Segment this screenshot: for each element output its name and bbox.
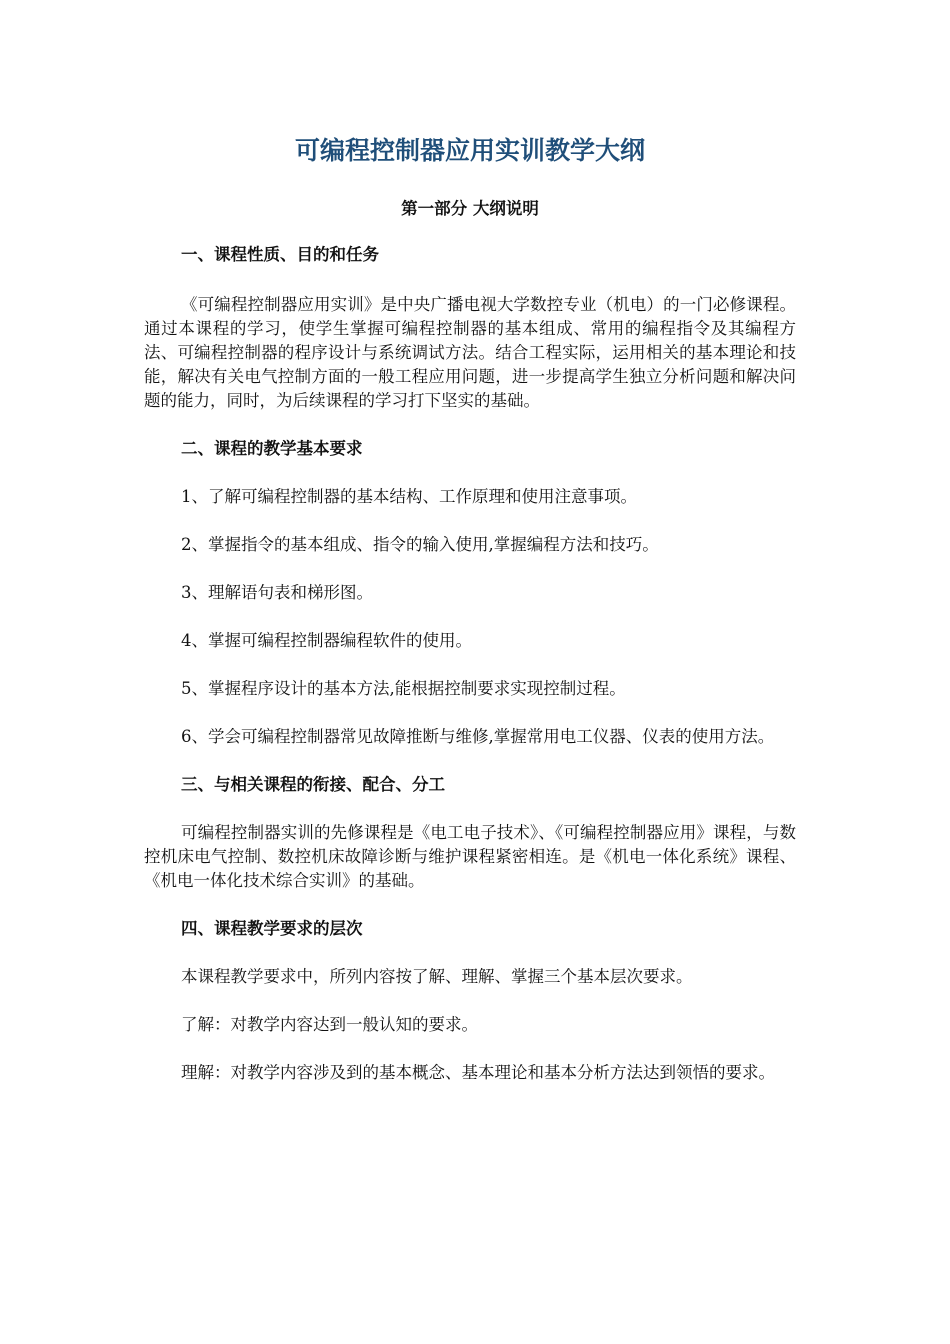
section-1-paragraph: 《可编程控制器应用实训》是中央广播电视大学数控专业（机电）的一门必修课程。通过本课程的学习，使学生掌握可编程控制器的基本组成、常用的编程指令及其编程方法、可编程控制器的程序设计与系统调试方法。结合工程实际，运用相关的基本理论和技能，解决有关电气控制方面的一般工程应用问题，进一步提高学生独立分析问题和解决问题的能力，同时，为后续课程的学习打下坚实的基础。 bbox=[144, 295, 796, 410]
section-heading-1: 一、课程性质、目的和任务 bbox=[181, 245, 379, 264]
requirement-item-3: 3、理解语句表和梯形图。 bbox=[181, 583, 373, 602]
section-heading-3: 三、与相关课程的衔接、配合、分工 bbox=[181, 775, 445, 794]
requirement-item-5: 5、掌握程序设计的基本方法,能根据控制要求实现控制过程。 bbox=[181, 679, 626, 698]
requirement-item-2: 2、掌握指令的基本组成、指令的输入使用,掌握编程方法和技巧。 bbox=[181, 535, 659, 554]
requirement-item-1: 1、了解可编程控制器的基本结构、工作原理和使用注意事项。 bbox=[181, 487, 637, 506]
section-heading-4: 四、课程教学要求的层次 bbox=[181, 919, 363, 938]
level-comprehend-paragraph: 理解：对教学内容涉及到的基本概念、基本理论和基本分析方法达到领悟的要求。 bbox=[181, 1063, 775, 1082]
section-3-paragraph: 可编程控制器实训的先修课程是《电工电子技术》、《可编程控制器应用》课程，与数控机床电气控制、数控机床故障诊断与维护课程紧密相连。是《机电一体化系统》课程、《机电一体化技术综合实训》的基础。 bbox=[144, 823, 796, 890]
part-title: 第一部分 大纲说明 bbox=[401, 199, 539, 218]
requirement-item-4: 4、掌握可编程控制器编程软件的使用。 bbox=[181, 631, 472, 650]
level-understand-basic-paragraph: 了解：对教学内容达到一般认知的要求。 bbox=[181, 1015, 478, 1034]
level-intro-paragraph: 本课程教学要求中，所列内容按了解、理解、掌握三个基本层次要求。 bbox=[181, 967, 693, 986]
section-heading-2: 二、课程的教学基本要求 bbox=[181, 439, 363, 458]
document-body bbox=[144, 134, 796, 1085]
document-title: 可编程控制器应用实训教学大纲 bbox=[294, 136, 645, 165]
requirement-item-6: 6、学会可编程控制器常见故障推断与维修,掌握常用电工仪器、仪表的使用方法。 bbox=[181, 727, 775, 746]
